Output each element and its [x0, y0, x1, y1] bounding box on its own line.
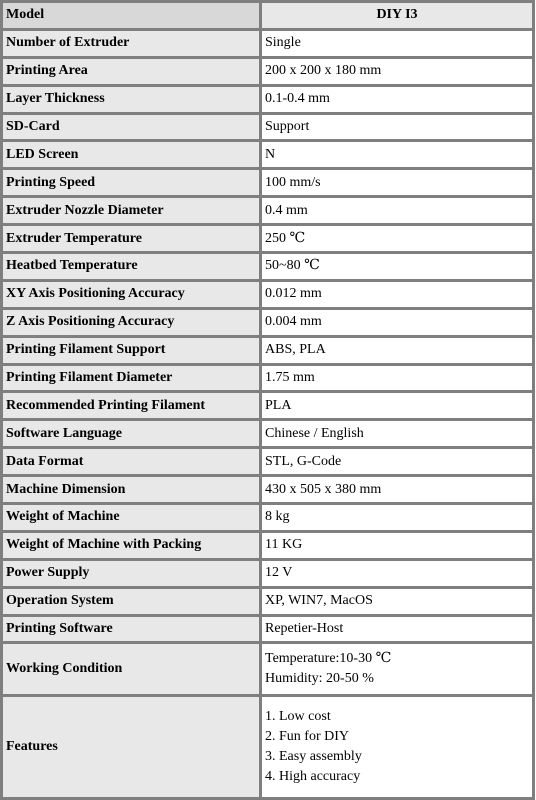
row-value: Single [262, 31, 532, 56]
row-value: Support [262, 115, 532, 140]
row-value: 1.75 mm [262, 366, 532, 391]
row-value [262, 697, 532, 797]
table-row [3, 533, 532, 558]
table-row [3, 170, 532, 195]
row-value: 12 V [262, 561, 532, 586]
row-label: LED Screen [3, 142, 259, 167]
row-label: Software Language [3, 421, 259, 446]
value-line: 4. High accuracy [265, 769, 361, 785]
row-label: Power Supply [3, 561, 259, 586]
value-line: Humidity: 20-50 % [265, 671, 374, 687]
row-value: 100 mm/s [262, 170, 532, 195]
table-row [3, 366, 532, 391]
table-row [3, 310, 532, 335]
header-value: DIY I3 [262, 3, 532, 28]
table-row [3, 561, 532, 586]
row-label: Printing Filament Diameter [3, 366, 259, 391]
table-header-row [3, 3, 532, 28]
value-line: 1. Low cost [265, 709, 331, 725]
row-label: Weight of Machine with Packing [3, 533, 259, 558]
row-label: Layer Thickness [3, 87, 259, 112]
value-line: 2. Fun for DIY [265, 729, 349, 745]
table-row [3, 589, 532, 614]
row-label: Features [3, 697, 259, 797]
row-value: STL, G-Code [262, 449, 532, 474]
row-value: 8 kg [262, 505, 532, 530]
table-row [3, 505, 532, 530]
row-value: 0.004 mm [262, 310, 532, 335]
table-row [3, 59, 532, 84]
table-row-working-condition [3, 644, 532, 694]
row-value: 250 ℃ [262, 226, 532, 251]
table-row-features [3, 697, 532, 797]
row-label: Working Condition [3, 644, 259, 694]
row-value: Repetier-Host [262, 617, 532, 642]
row-label: Recommended Printing Filament [3, 393, 259, 418]
row-value: 50~80 ℃ [262, 254, 532, 279]
row-value: XP, WIN7, MacOS [262, 589, 532, 614]
table-row [3, 31, 532, 56]
table-row [3, 87, 532, 112]
value-line: Temperature:10-30 ℃ [265, 651, 392, 667]
table-row [3, 449, 532, 474]
row-value: N [262, 142, 532, 167]
row-value: PLA [262, 393, 532, 418]
row-value: 0.012 mm [262, 282, 532, 307]
row-value: 200 x 200 x 180 mm [262, 59, 532, 84]
table-row [3, 393, 532, 418]
spec-table-body [3, 3, 532, 797]
row-label: Data Format [3, 449, 259, 474]
row-label: Heatbed Temperature [3, 254, 259, 279]
row-label: Machine Dimension [3, 477, 259, 502]
table-row [3, 198, 532, 223]
table-row [3, 617, 532, 642]
row-label: Weight of Machine [3, 505, 259, 530]
table-row [3, 338, 532, 363]
table-row [3, 282, 532, 307]
table-row [3, 477, 532, 502]
row-label: Printing Area [3, 59, 259, 84]
row-label: Operation System [3, 589, 259, 614]
row-label: SD-Card [3, 115, 259, 140]
row-value: 430 x 505 x 380 mm [262, 477, 532, 502]
table-row [3, 421, 532, 446]
row-label: Extruder Nozzle Diameter [3, 198, 259, 223]
row-label: Z Axis Positioning Accuracy [3, 310, 259, 335]
table-row [3, 115, 532, 140]
row-label: Printing Filament Support [3, 338, 259, 363]
value-line: 3. Easy assembly [265, 749, 362, 765]
row-label: Printing Speed [3, 170, 259, 195]
row-label: Number of Extruder [3, 31, 259, 56]
row-value: ABS, PLA [262, 338, 532, 363]
row-value: 0.1-0.4 mm [262, 87, 532, 112]
row-value [262, 644, 532, 694]
row-value: 0.4 mm [262, 198, 532, 223]
table-row [3, 142, 532, 167]
row-label: XY Axis Positioning Accuracy [3, 282, 259, 307]
table-row [3, 226, 532, 251]
row-label: Printing Software [3, 617, 259, 642]
table-row [3, 254, 532, 279]
row-value: 11 KG [262, 533, 532, 558]
row-value: Chinese / English [262, 421, 532, 446]
header-label: Model [3, 3, 259, 28]
row-label: Extruder Temperature [3, 226, 259, 251]
